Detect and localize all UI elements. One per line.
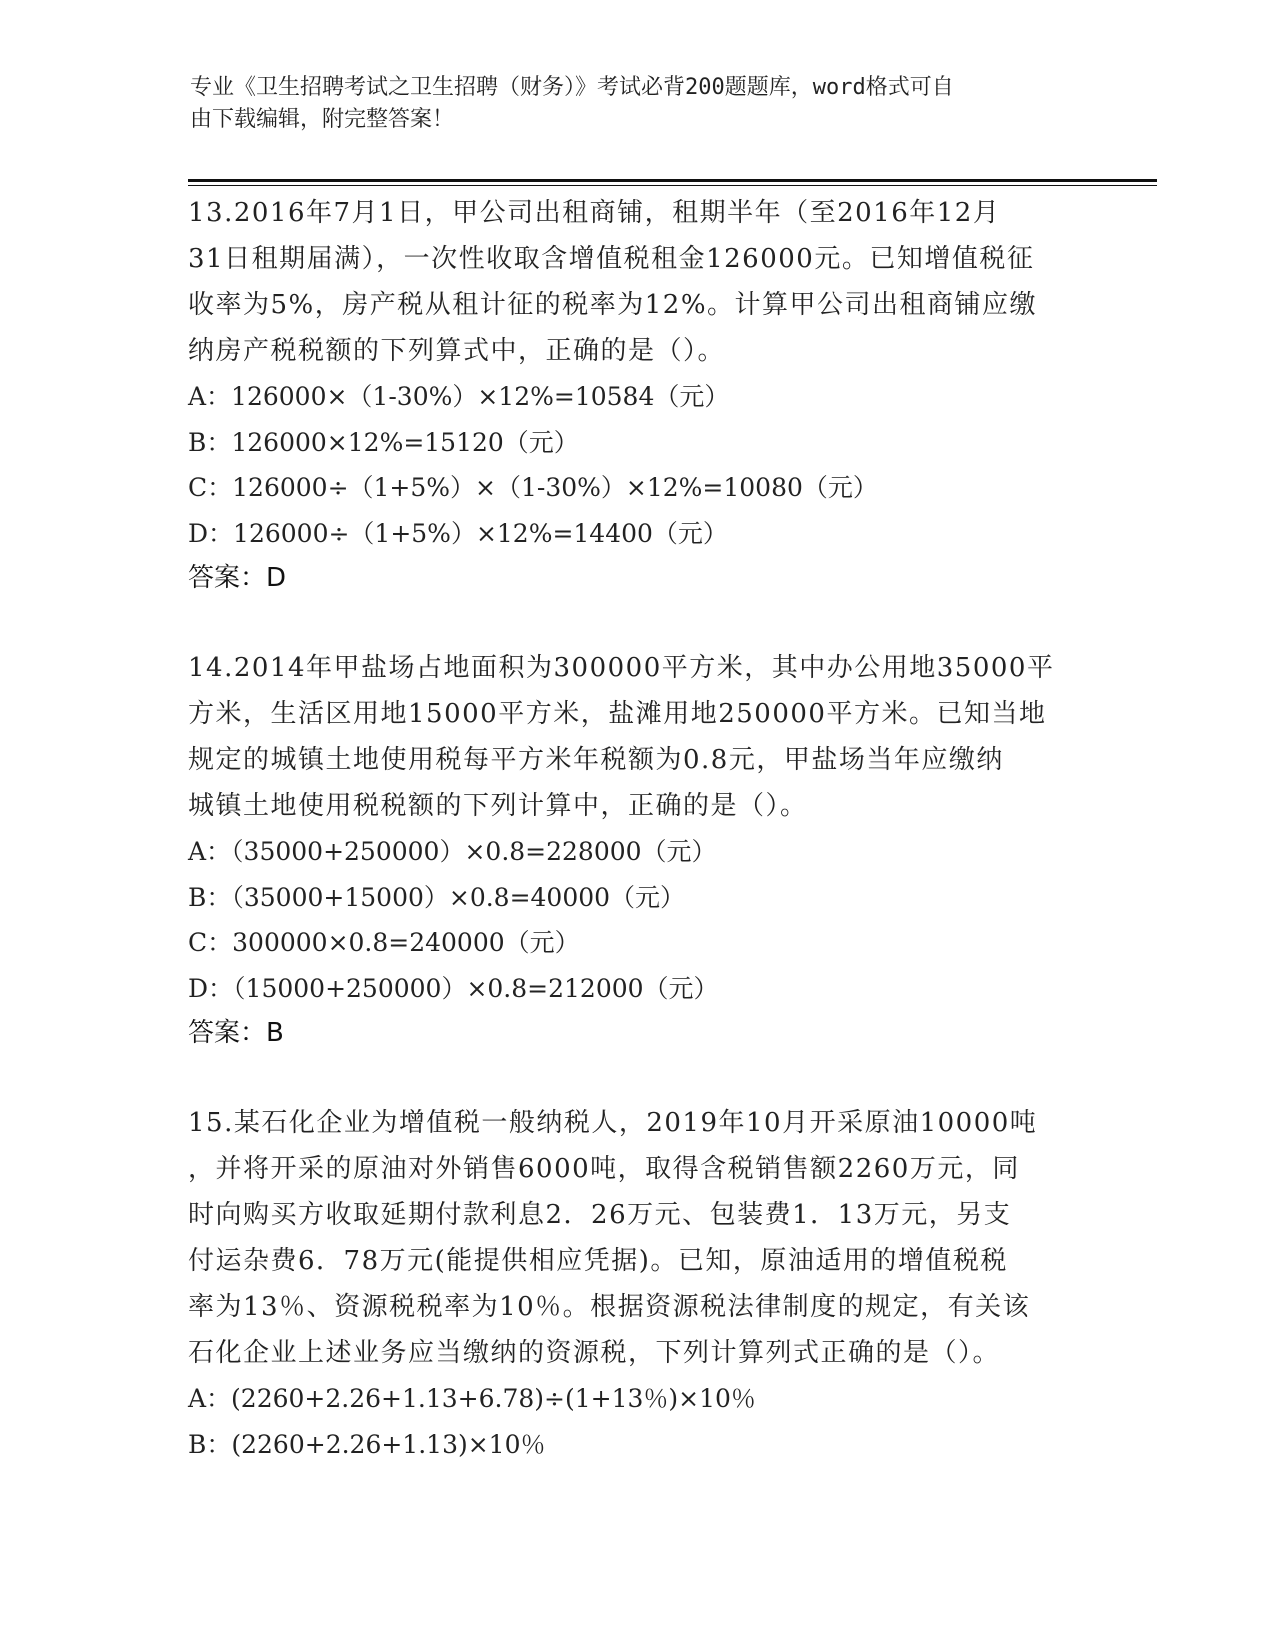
question-text-line: 31日租期届满），一次性收取含增值税租金126000元。已知增值税征 [188, 244, 1035, 274]
question-list [188, 190, 1088, 1467]
document-header [190, 72, 1070, 136]
option-b: B：126000×12%=15120（元） [188, 427, 579, 457]
question-spacer [188, 600, 1088, 645]
question-text-line: 付运杂费6．78万元(能提供相应凭据)。已知，原油适用的增值税税 [188, 1246, 1008, 1276]
question-15 [188, 1100, 1088, 1467]
question-text-line: 纳房产税税额的下列算式中，正确的是（）。 [188, 336, 726, 366]
question-text-line: 13.2016年7月1日，甲公司出租商铺，租期半年（至2016年12月 [188, 198, 1001, 228]
option-d: D：（15000+250000）×0.8=212000（元） [188, 973, 719, 1003]
option-c: C：300000×0.8=240000（元） [188, 928, 580, 957]
option-b: B：(2260+2.26+1.13)×10％ [188, 1429, 546, 1459]
option-a: A：(2260+2.26+1.13+6.78)÷(1+13％)×10％ [188, 1384, 756, 1413]
option-d: D：126000÷（1+5%）×12%=14400（元） [188, 518, 728, 548]
answer-label: 答案：B [188, 1018, 284, 1048]
question-text-line: 14.2014年甲盐场占地面积为300000平方米，其中办公用地35000平 [188, 653, 1055, 683]
option-a: A：126000×（1-30%）×12%=10584（元） [188, 382, 730, 411]
question-14 [188, 645, 1088, 1055]
question-spacer [188, 1055, 1088, 1100]
question-text-line: 时向购买方收取延期付款利息2．26万元、包装费1．13万元，另支 [188, 1200, 1012, 1230]
question-text-line: ，并将开采的原油对外销售6000吨，取得含税销售额2260万元，同 [188, 1154, 1020, 1184]
header-line-2: 由下载编辑，附完整答案！ [190, 107, 455, 132]
question-text-line: 方米，生活区用地15000平方米，盐滩用地250000平方米。已知当地 [188, 699, 1047, 729]
header-divider-thin [188, 185, 1157, 186]
question-text-line: 收率为5%，房产税从租计征的税率为12%。计算甲公司出租商铺应缴 [188, 290, 1038, 320]
question-text-line: 城镇土地使用税税额的下列计算中，正确的是（）。 [188, 791, 808, 821]
header-divider-thick [188, 179, 1157, 182]
question-text-line: 石化企业上述业务应当缴纳的资源税，下列计算列式正确的是（）。 [188, 1338, 1001, 1368]
question-13 [188, 190, 1088, 600]
question-text-line: 15.某石化企业为增值税一般纳税人，2019年10月开采原油10000吨 [188, 1108, 1038, 1138]
option-c: C：126000÷（1+5%）×（1-30%）×12%=10080（元） [188, 473, 878, 502]
answer-label: 答案：D [188, 563, 287, 593]
question-text-line: 规定的城镇土地使用税每平方米年税额为0.8元，甲盐场当年应缴纳 [188, 745, 1004, 775]
option-a: A：（35000+250000）×0.8=228000（元） [188, 837, 717, 866]
option-b: B：（35000+15000）×0.8=40000（元） [188, 882, 686, 912]
question-text-line: 率为13％、资源税税率为10％。根据资源税法律制度的规定，有关该 [188, 1292, 1031, 1322]
header-line-1: 专业《卫生招聘考试之卫生招聘（财务）》考试必背200题题库，word格式可自 [190, 75, 954, 100]
